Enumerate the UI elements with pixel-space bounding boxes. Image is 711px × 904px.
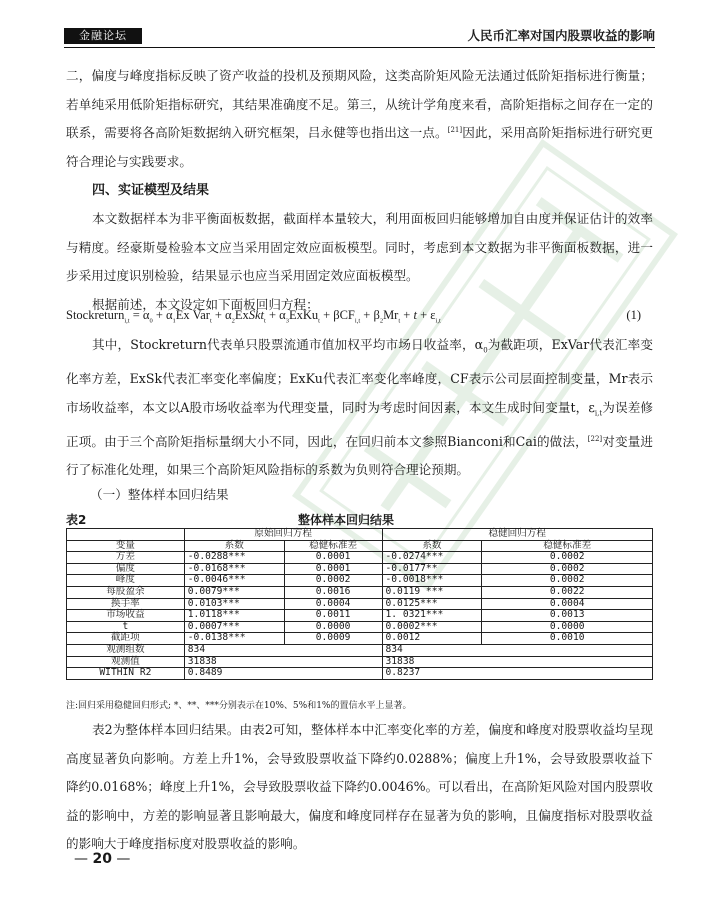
table-cell-c1: 0.0079*** [184,586,284,598]
table-cell-c1: -0.0288*** [184,552,284,564]
table-cell-s2: 0.0002 [482,563,653,575]
table-cell-c1: -0.0046*** [184,575,284,587]
table-cell-s1: 0.0009 [284,633,382,645]
table-cell-s2: 0.0013 [482,610,653,622]
table-cell-v1: 0.8489 [184,668,382,680]
table-row [67,621,653,633]
header-rule [64,47,655,48]
model-paragraph: 本文数据样本为非平衡面板数据，截面样本量较大，利用面板回归能够增加自由度并保证估计的效率与精度。经豪斯曼检验本文应当采用固定效应面板模型。同时，考虑到本文数据为非平衡面板数据，进一步采用过度识别检验，结果显示也应当采用固定效应面板模型。 根据前述，本文设定如下面板回归方程： [66,205,653,319]
group-robust: 稳健回归方程 [382,529,653,541]
table-cell-c2: 0.0002*** [382,621,482,633]
table-row [67,633,653,645]
col-coef-original: 系数 [184,540,284,552]
table-cell-v1: 31838 [184,656,382,668]
equation-lead-in: 根据前述，本文设定如下面板回归方程： [92,296,319,312]
col-se-robust: 稳健标准差 [482,540,653,552]
variable-explanation: 其中，Stockreturn代表单只股票流通市值加权平均市场日收益率，$\alpha_0$为截距项，ExVar代表汇率变化率方差，ExSk代表汇率变化率偏度；ExKu代表汇率变化率峰度，CF表示公司层面控制变量，Mr表示市场收益率，本文以A股市场收益率为代理变量，同时为考虑时间因素，本文生成时间变量t，$\varepsilon_{i,t}$为误差修正项。由于三个高阶矩指标量纲大小不同，因此，在回归前本文参照Bianconi和Cai的做法，[22]对变量进行了标准化处理，如果三个高阶矩风险指标的系数为负则符合理论预期。 [66,337,654,478]
result-paragraph: 表2为整体样本回归结果。由表2可知，整体样本中汇率变化率的方差，偏度和峰度对股票收益均呈现高度显著负向影响。方差上升1%，会导致股票收益下降约0.0288%；偏度上升1%，会导致股票收益下降约0.0168%；峰度上升1%，会导致股票收益下降约0.0046%。可以看出，在高阶矩风险对国内股票收益的影响中，方差的影响显著且影响最大，偏度和峰度同样存在显著为负的影响，且偏度指标对股票收益的影响大于峰度指标度对股票收益的影响。 [66,722,653,851]
running-title: 人民币汇率对国内股票收益的影响 [467,28,655,43]
table-cell-c2: -0.0274*** [382,552,482,564]
equation-number: (1) [626,308,641,322]
table-cell-c2: 0.0119 *** [382,586,482,598]
table-cell-c2: 0.0012 [382,633,482,645]
table-cell-s1: 0.0004 [284,598,382,610]
table-cell-var: 偏度 [67,563,185,575]
intro-paragraph: 二，偏度与峰度指标反映了资产收益的投机及预期风险，这类高阶矩风险无法通过低阶矩指标进行衡量；若单纯采用低阶矩指标研究，其结果准确度不足。第三，从统计学角度来看，高阶矩指标之间存在一定的联系，需要将各高阶矩数据纳入研究框架，吕永健等也指出这一点。[21]因此，采用高阶矩指标进行研究更符合理论与实践要求。 [66,68,654,169]
table-cell-v2: 834 [382,644,653,656]
page-header [64,28,655,48]
table-stat-row [67,644,653,656]
regression-table [66,528,653,680]
col-variable: 变量 [67,540,185,552]
table-cell-s1: 0.0001 [284,552,382,564]
table-row [67,586,653,598]
table-row [67,552,653,564]
table-cell-c1: 0.0103*** [184,598,284,610]
table-cell-s1: 0.0001 [284,563,382,575]
table-cell-c2: -0.0177** [382,563,482,575]
table-row [67,598,653,610]
col-se-original: 稳健标准差 [284,540,382,552]
group-original: 原始回归方程 [184,529,382,541]
table-cell-var: 每股盈余 [67,586,185,598]
col-coef-robust: 系数 [382,540,482,552]
table-cell-var: 峰度 [67,575,185,587]
table-cell-c2: 1. 0321*** [382,610,482,622]
table-cell-s1: 0.0002 [284,575,382,587]
table-stat-row [67,656,653,668]
equation-expression: Stockreturn$_{i,t}$ = $\alpha_0 + \alpha_1Ex$ $Var_t + \alpha_2ExSkt_t$ + $\alpha_3ExKu_t + \beta CF_{i,t} + \beta_2Mr_t + t + \varepsilon_{i,t}$ [66,308,441,325]
table-column-header [67,540,653,552]
table-row [67,563,653,575]
table-row [67,575,653,587]
table-cell-s2: 0.0004 [482,598,653,610]
table-cell-var: 观测值 [67,656,185,668]
table-label: 表2 [66,513,87,527]
table-note: 注:回归采用稳健回归形式; *、**、***分别表示在10%、5%和1%的置信水平上显著。 [66,701,412,711]
table-cell-s1: 0.0000 [284,621,382,633]
table-cell-s1: 0.0016 [284,586,382,598]
table-cell-s2: 0.0010 [482,633,653,645]
table-cell-var: 观测组数 [67,644,185,656]
journal-logo: 金融论坛 [64,28,142,44]
regression-equation [66,306,653,328]
table-cell-s2: 0.0002 [482,552,653,564]
table-group-header [67,529,653,541]
table-cell-v2: 0.8237 [382,668,653,680]
table-cell-var: t [67,621,185,633]
table-cell-c2: -0.0018*** [382,575,482,587]
table-cell-s2: 0.0000 [482,621,653,633]
subsection-heading: （一）整体样本回归结果 [90,487,229,502]
table-cell-c1: 0.0007*** [184,621,284,633]
table-cell-var: 截距项 [67,633,185,645]
table-cell-s2: 0.0002 [482,575,653,587]
table-cell-c1: -0.0138*** [184,633,284,645]
page-number: 20 [92,851,112,867]
table-cell-var: WITHIN R2 [67,668,185,680]
table-cell-s1: 0.0011 [284,610,382,622]
table-cell-c2: 0.0125*** [382,598,482,610]
table-cell-v1: 834 [184,644,382,656]
table-caption: 整体样本回归结果 [298,513,395,527]
page-footer: — 20 — [74,851,131,867]
table-stat-row [67,668,653,680]
table-cell-var: 方差 [67,552,185,564]
citation-22: [22] [587,434,603,443]
table-cell-var: 换手率 [67,598,185,610]
table-cell-var: 市场收益 [67,610,185,622]
table-cell-c1: -0.0168*** [184,563,284,575]
section-heading: 四、实证模型及结果 [92,183,210,198]
table-cell-c1: 1.0118*** [184,610,284,622]
table-row [67,610,653,622]
table-cell-v2: 31838 [382,656,653,668]
citation-21: [21] [447,126,463,134]
table-cell-s2: 0.0022 [482,586,653,598]
